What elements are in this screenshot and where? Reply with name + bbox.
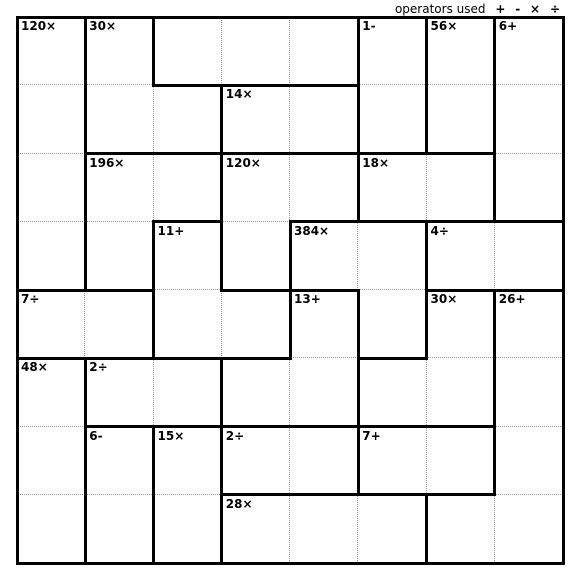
grid-cell[interactable] — [85, 290, 153, 358]
grid-cell[interactable] — [290, 495, 358, 563]
grid-cell[interactable] — [222, 290, 290, 358]
cage-border — [16, 220, 19, 291]
cage-border — [289, 289, 292, 360]
cage-clue: 18× — [362, 155, 390, 170]
cage-border — [425, 220, 428, 291]
cage-border — [562, 16, 565, 87]
cage-border — [152, 493, 155, 564]
grid-cell[interactable] — [495, 85, 563, 153]
grid-cell[interactable] — [222, 358, 290, 426]
cage-border — [84, 152, 87, 223]
grid-cell[interactable] — [427, 154, 495, 222]
cage-border — [357, 220, 428, 223]
cage-border — [493, 16, 496, 87]
cage-clue: 11+ — [157, 223, 185, 238]
grid-cell[interactable] — [495, 222, 563, 290]
grid-cell[interactable] — [290, 17, 358, 85]
cage-clue: 26+ — [498, 292, 526, 306]
cage-clue: 196× — [89, 155, 125, 170]
cage-border — [493, 357, 496, 428]
cage-border — [357, 289, 360, 360]
operators-used-legend — [395, 2, 560, 16]
cage-clue: 15× — [157, 428, 185, 443]
cage-border — [220, 84, 223, 155]
cage-border — [152, 16, 223, 19]
grid-cell[interactable] — [358, 85, 426, 153]
cage-border — [562, 220, 565, 291]
multiply-operator: × — [530, 2, 541, 16]
cage-border — [84, 493, 87, 564]
grid-cell[interactable] — [17, 427, 85, 495]
cage-border — [425, 289, 428, 360]
cage-border — [16, 16, 19, 87]
cage-border — [84, 425, 87, 496]
cage-border — [16, 84, 19, 155]
cage-border — [152, 289, 155, 360]
grid-cell[interactable] — [290, 154, 358, 222]
grid-cell[interactable] — [358, 495, 426, 563]
cage-border — [562, 425, 565, 496]
grid-cell[interactable] — [427, 358, 495, 426]
cage-border — [220, 289, 291, 292]
cage-clue: 56× — [430, 19, 458, 33]
cage-clue: 4÷ — [430, 223, 449, 238]
grid-cell[interactable] — [154, 154, 222, 222]
cage-border — [493, 289, 496, 360]
cage-border — [289, 220, 292, 291]
cage-clue: 13+ — [294, 292, 321, 306]
cage-border — [562, 152, 565, 223]
cage-border — [16, 152, 19, 223]
grid-cell[interactable] — [85, 85, 153, 153]
divide-operator: ÷ — [549, 2, 560, 16]
grid-cell[interactable] — [222, 222, 290, 290]
cage-clue: 2÷ — [89, 360, 108, 375]
cage-border — [289, 425, 360, 428]
grid-cell[interactable] — [154, 290, 222, 358]
cage-border — [289, 562, 360, 565]
cage-border — [220, 152, 223, 223]
cage-border — [220, 357, 291, 360]
cage-clue: 1- — [362, 19, 376, 33]
kenken-grid — [17, 17, 563, 563]
grid-cell[interactable] — [290, 358, 358, 426]
cage-clue: 7÷ — [21, 292, 40, 306]
cage-border — [220, 16, 291, 19]
cage-border — [562, 357, 565, 428]
cage-clue: 2÷ — [225, 428, 245, 443]
cage-border — [289, 16, 360, 19]
grid-cell[interactable] — [358, 290, 426, 358]
cage-border — [84, 16, 87, 87]
plus-operator: + — [495, 2, 506, 16]
cage-clue: 14× — [225, 87, 253, 102]
cage-border — [16, 289, 19, 360]
grid-cell[interactable] — [495, 427, 563, 495]
cage-border — [493, 152, 496, 223]
cage-border — [84, 562, 155, 565]
cage-border — [357, 493, 428, 496]
cage-clue: 30× — [89, 19, 117, 33]
cage-border — [84, 289, 155, 292]
grid-cell[interactable] — [17, 85, 85, 153]
cage-border — [493, 220, 564, 223]
cage-border — [84, 357, 87, 428]
cage-clue: 120× — [21, 19, 57, 33]
minus-operator: - — [515, 2, 521, 16]
grid-cell[interactable] — [358, 222, 426, 290]
cage-border — [562, 84, 565, 155]
cage-border — [425, 16, 428, 87]
cage-border — [220, 220, 223, 291]
cage-border — [425, 493, 428, 564]
grid-cell[interactable] — [427, 495, 495, 563]
grid-cell[interactable] — [154, 17, 222, 85]
cage-border — [425, 493, 496, 496]
cage-border — [289, 152, 360, 155]
cage-border — [562, 493, 565, 564]
grid-cell[interactable] — [85, 222, 153, 290]
grid-cell[interactable] — [427, 85, 495, 153]
cage-border — [152, 357, 223, 360]
cage-clue: 28× — [225, 496, 253, 511]
cage-border — [220, 357, 223, 428]
cage-border — [289, 84, 360, 87]
cage-border — [289, 493, 360, 496]
cage-border — [425, 84, 428, 155]
cage-border — [16, 357, 19, 428]
cage-border — [425, 425, 496, 428]
cage-border — [16, 493, 19, 564]
cage-border — [220, 562, 291, 565]
cage-border — [220, 425, 223, 496]
grid-cell[interactable] — [17, 495, 85, 563]
cage-border — [425, 562, 496, 565]
cage-border — [152, 220, 155, 291]
cage-border — [562, 289, 565, 360]
cage-clue: 30× — [430, 292, 458, 306]
grid-cell[interactable] — [495, 358, 563, 426]
cage-border — [357, 152, 360, 223]
cage-border — [152, 84, 223, 87]
cage-border — [84, 84, 87, 155]
cage-clue: 6- — [89, 428, 103, 443]
cage-border — [493, 425, 496, 496]
cage-border — [493, 562, 564, 565]
cage-border — [84, 220, 87, 291]
grid-cell[interactable] — [358, 358, 426, 426]
grid-cell[interactable] — [427, 427, 495, 495]
cage-border — [220, 493, 223, 564]
cage-border — [16, 562, 87, 565]
cage-border — [357, 562, 428, 565]
grid-cell[interactable] — [154, 358, 222, 426]
cage-clue: 384× — [294, 223, 330, 238]
grid-cell[interactable] — [154, 495, 222, 563]
grid-cell[interactable] — [495, 495, 563, 563]
grid-cell[interactable] — [85, 495, 153, 563]
grid-cell[interactable] — [222, 17, 290, 85]
cage-border — [493, 84, 496, 155]
cage-border — [152, 562, 223, 565]
grid-cell[interactable] — [17, 222, 85, 290]
cage-border — [357, 16, 360, 87]
cage-border — [152, 16, 155, 87]
grid-cell[interactable] — [495, 154, 563, 222]
cage-border — [16, 425, 19, 496]
cage-border — [357, 425, 360, 496]
grid-cell[interactable] — [154, 85, 222, 153]
cage-border — [152, 425, 155, 496]
cage-clue: 48× — [21, 360, 48, 375]
cage-clue: 120× — [225, 155, 261, 170]
cage-border — [152, 152, 223, 155]
cage-border — [357, 357, 360, 428]
cage-border — [425, 152, 496, 155]
grid-cell[interactable] — [290, 85, 358, 153]
cage-border — [357, 357, 428, 360]
operators-used-label: operators used — [394, 2, 486, 16]
cage-border — [357, 84, 360, 155]
cage-clue: 6+ — [498, 19, 518, 33]
cage-clue: 7+ — [362, 428, 381, 443]
grid-cell[interactable] — [17, 154, 85, 222]
grid-cell[interactable] — [290, 427, 358, 495]
